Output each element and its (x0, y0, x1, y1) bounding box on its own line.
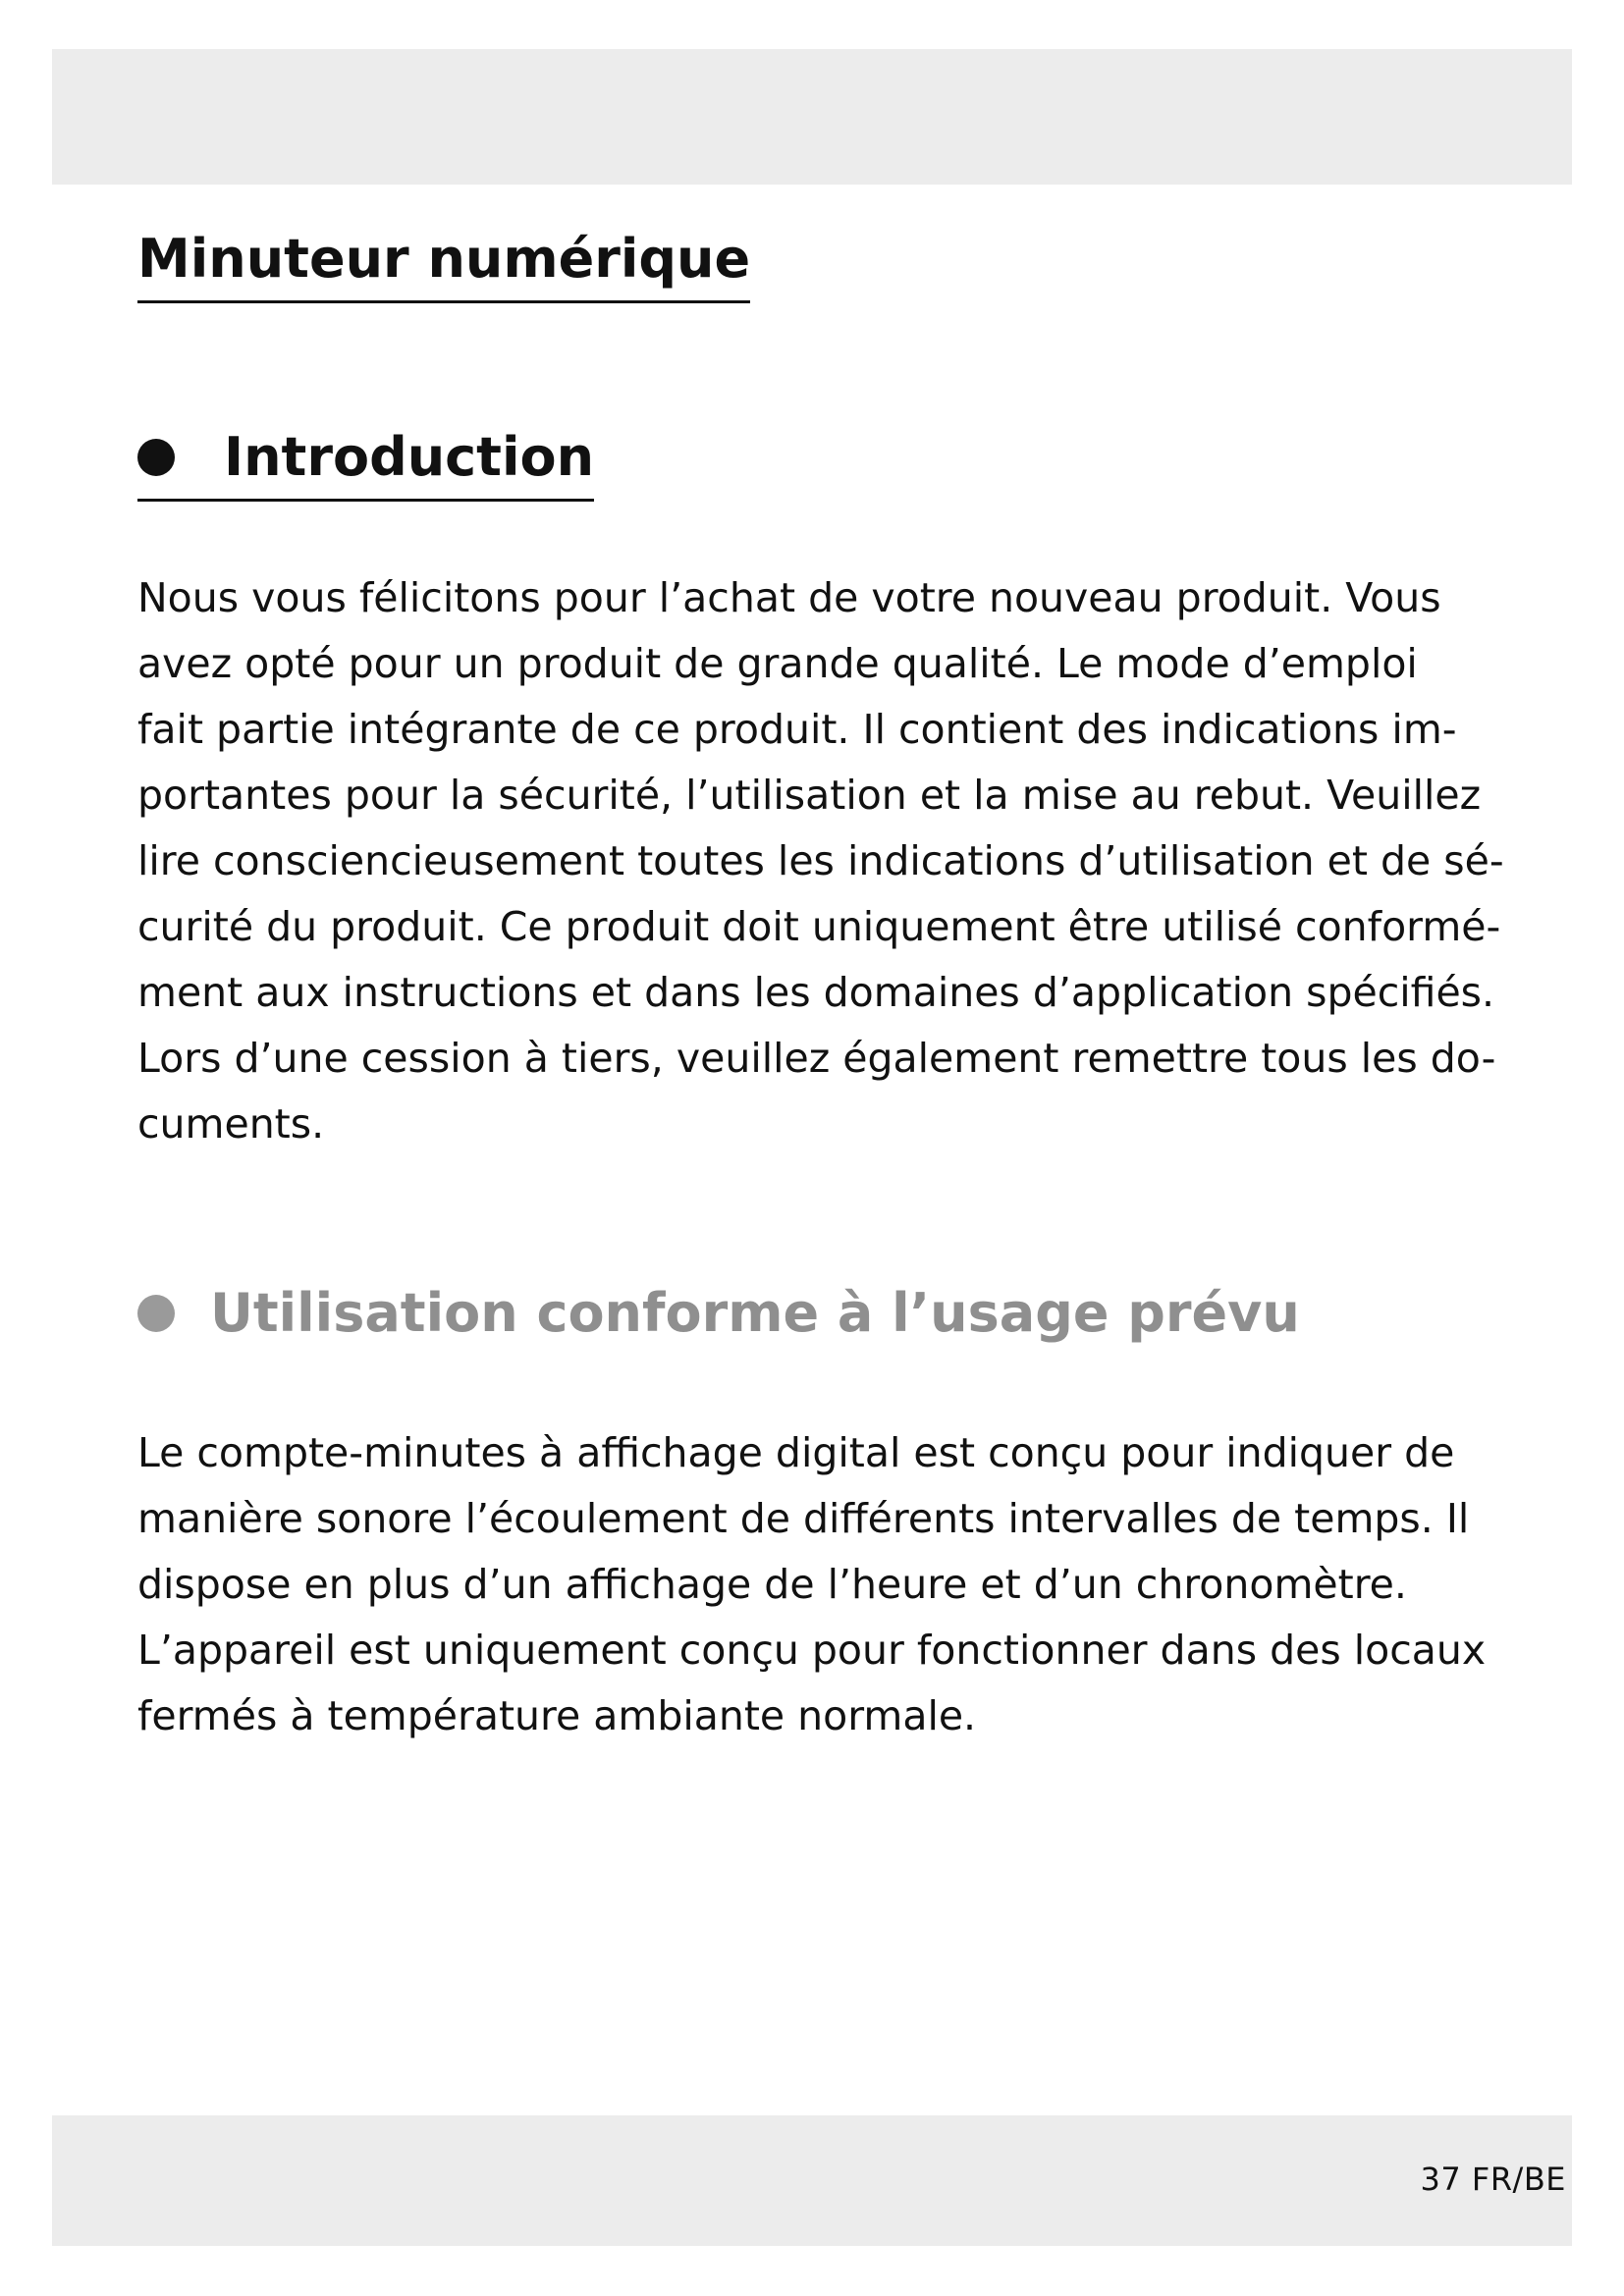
section-heading-label: Introduction (224, 426, 595, 488)
section-heading-intended-use (137, 1276, 1300, 1351)
document-title: Minuteur numérique (137, 222, 750, 303)
bullet-dot-icon (137, 439, 175, 476)
section-heading-label: Utilisation conforme à l’usage prévu (210, 1282, 1300, 1344)
intended-use-paragraph: Le compte-minutes à affichage digital est conçu pour indiquer de manière sonore l’écoulement de différents intervalles de temps. Il dispose en plus d’un affichage de l’heure et d’un chronomètre. L’appareil est uniquement conçu pour fonctionner dans des locaux fermés à température ambiante normale. (137, 1429, 1487, 1739)
footer-band (52, 2115, 1572, 2246)
header-band (52, 49, 1572, 185)
introduction-paragraph: Nous vous félicitons pour l’achat de votre nouveau produit. Vous avez opté pour un produit de grande qualité. Le mode d’emploi fait partie intégrante de ce produit. Il contient des indications im- portantes pour la sécurité, l’utilisation et la mise au rebut. Veuillez lire consciencieusement toutes les indications d’utilisation et de sé- curité du produit. Ce produit doit uniquement être utilisé conformé- ment aux instructions et dans les domaines d’application spécifiés. Lors d’une cession à tiers, veuillez également remettre tous les do- cuments. (137, 574, 1504, 1148)
section-heading-introduction (137, 420, 594, 502)
bullet-dot-icon (137, 1295, 175, 1332)
page-number: 37 FR/BE (1420, 2161, 1566, 2198)
